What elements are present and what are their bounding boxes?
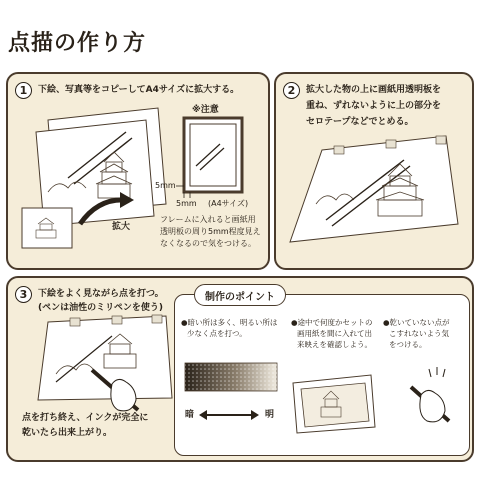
tip-3-line-1: ●乾いていない点が	[383, 318, 450, 327]
tip-2-line-2: 画用紙を間に入れて出	[297, 329, 372, 338]
tip-1-line-2: 少なく点を打つ。	[187, 329, 247, 338]
tips-heading: 制作のポイント	[194, 284, 286, 306]
tip-3-line-3: をつける。	[389, 340, 427, 349]
finish-text-1: 点を打ち終え、インクが完全に	[22, 413, 149, 423]
dim-side-label: 5mm	[155, 181, 176, 190]
note-line-1: フレームに入れると画紙用	[160, 215, 256, 224]
finish-text-2: 乾いたら出来上がり。	[22, 428, 113, 438]
step-2-number: 2	[283, 82, 300, 99]
enlarge-label: 拡大	[112, 222, 131, 232]
note-line-2: 透明板の周り5mm程度見え	[160, 227, 261, 236]
dark-label: 暗	[185, 410, 195, 420]
tip-1-line-1: ●暗い所は多く、明るい所は	[181, 318, 278, 327]
step-3-text-2: (ペンは油性のミリペンを使う)	[38, 303, 164, 313]
step-3-number: 3	[15, 286, 32, 303]
light-label: 明	[265, 410, 275, 420]
step-2-text-2: 重ね、ずれないように上の部分を	[306, 101, 442, 111]
note-line-3: なくなるので気をつける。	[160, 239, 256, 248]
tip-2-line-3: 来映えを確認しよう。	[297, 340, 372, 349]
step-1-number: 1	[15, 82, 32, 99]
step-3-text-1: 下絵をよく見ながら点を打つ。	[38, 289, 164, 299]
step-2-text-3: セロテープなどでとめる。	[306, 117, 414, 127]
step-1-panel	[6, 72, 270, 270]
dim-bottom-label: 5mm	[176, 199, 197, 208]
a4-size-label: (A4サイズ)	[208, 199, 249, 208]
step-1-text: 下絵、写真等をコピーしてA4サイズに拡大する。	[38, 85, 240, 95]
tips-illustrations	[175, 295, 471, 457]
page-title: 点描の作り方	[8, 31, 147, 56]
step-3-panel	[6, 276, 474, 462]
note-title: ※注意	[192, 105, 219, 115]
tip-2-line-1: ●途中で何度かセットの	[291, 318, 373, 327]
tips-box	[174, 294, 470, 456]
overlay-sheet-illustration	[276, 74, 474, 270]
step-2-panel	[274, 72, 474, 270]
step-2-text-1: 拡大した物の上に画紙用透明板を	[306, 85, 442, 95]
tip-3-line-2: こすれないよう気	[389, 329, 449, 338]
